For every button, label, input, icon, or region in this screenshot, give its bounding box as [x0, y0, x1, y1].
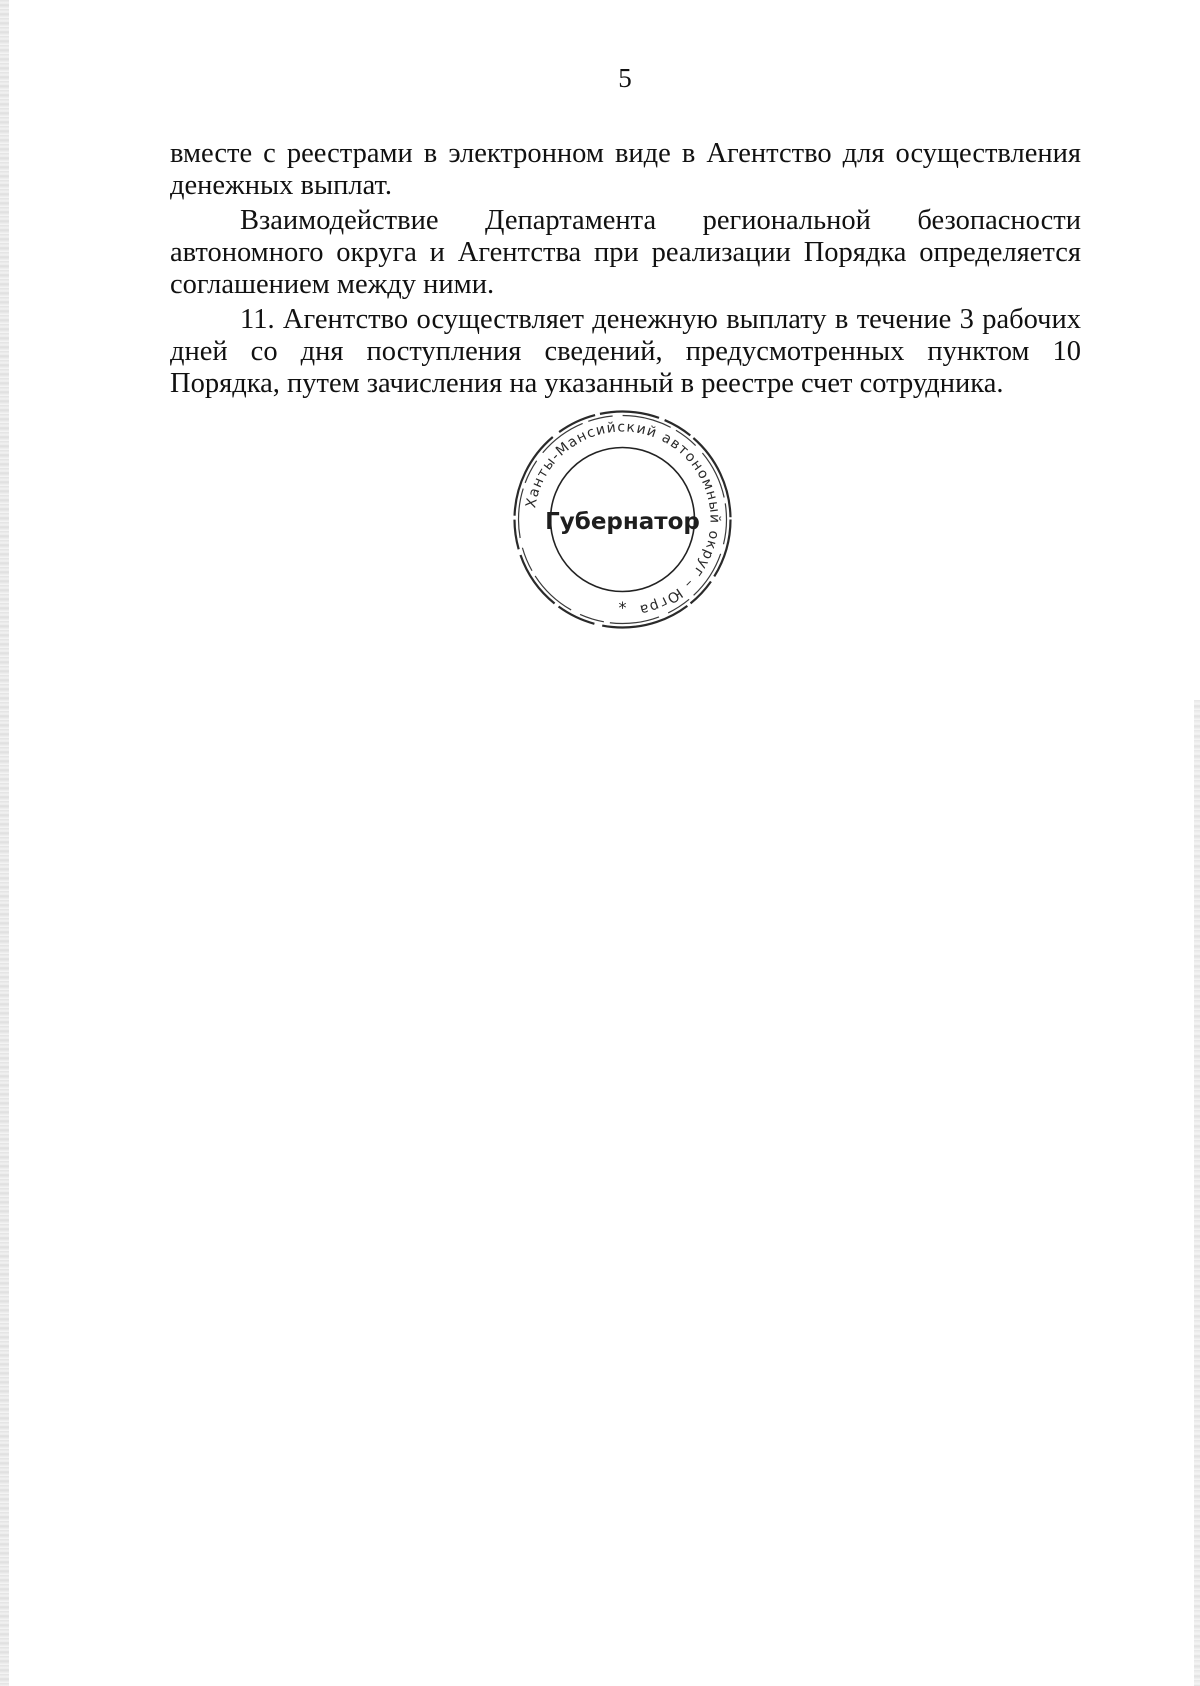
scan-edge-left — [0, 0, 9, 1686]
page-number: 5 — [618, 63, 632, 93]
seal-ring-text: Ханты-Мансийский автономный округ – Югра — [523, 419, 723, 618]
seal-center-text: Губернатор — [545, 509, 700, 535]
paragraph-item-11: 11. Агентство осуществляет денежную выплату в течение 3 рабочих дней со дня поступления сведений, предусмотренных пунктом 10 Порядка, путем зачисления на указанный в реестре счет сотрудника. — [170, 304, 1081, 399]
seal-star-mark: * — [618, 598, 627, 617]
document-body — [170, 138, 1081, 403]
official-seal — [505, 402, 740, 637]
scan-edge-right — [1194, 700, 1200, 1686]
paragraph-continuation: вместе с реестрами в электронном виде в Агентство для осуществления денежных выплат. — [170, 138, 1081, 201]
paragraph-interaction: Взаимодействие Департамента региональной безопасности автономного округа и Агентства при реализации Порядка определяется соглашением между ними. — [170, 205, 1081, 300]
